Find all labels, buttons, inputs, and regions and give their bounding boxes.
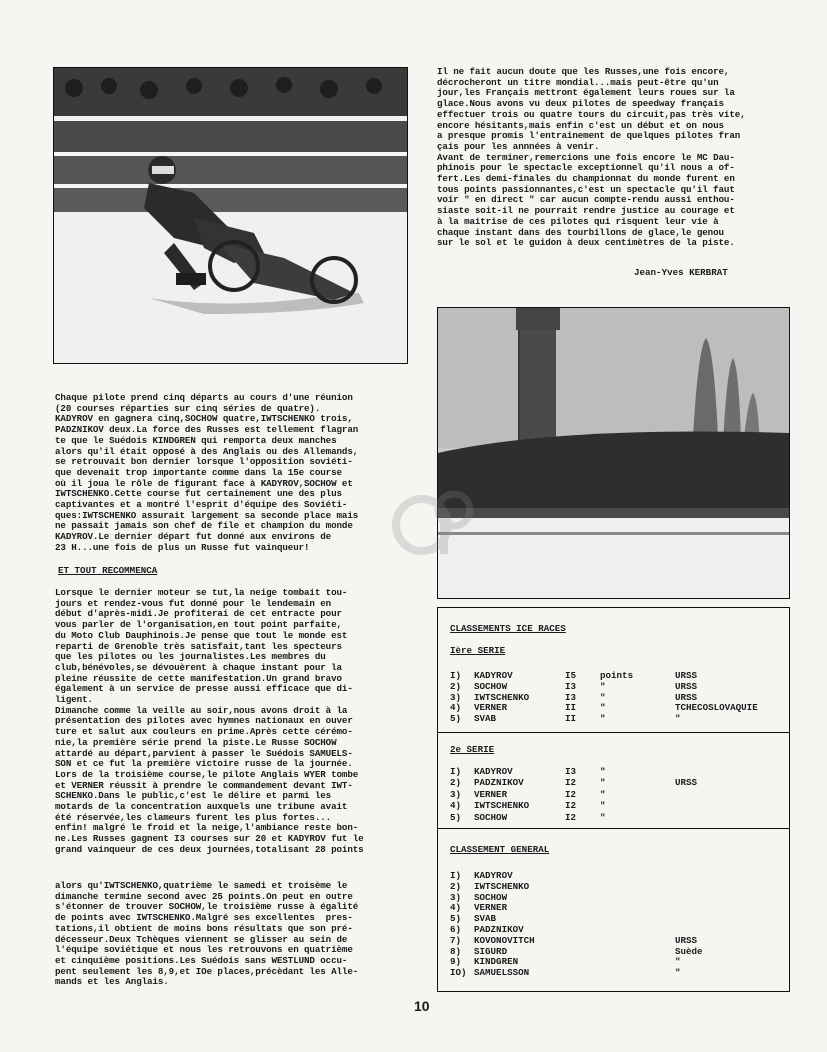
cell-rank: I) [450, 670, 462, 681]
text-line: s'étonner de trouver SOCHOW,le troisième russe à égalité [55, 901, 359, 913]
text-line: début d'après-midi.Je profiterai de cet entracte pour [55, 608, 342, 620]
general-label: CLASSEMENT GENERAL [450, 844, 550, 855]
text-line: alors qu'il était opposé à des Anglais ou des Allemands, [55, 445, 359, 457]
cell-unit: " [600, 680, 606, 692]
cell-rank: 2) [450, 777, 462, 789]
text-line: effectuer trois ou quatre tours du circuit,pas très vite, [437, 108, 746, 120]
cell-country: URSS [675, 691, 698, 703]
text-line: nie,la première série prend la piste.Le Russe SOCHOW [55, 736, 337, 748]
cell-name: PADZNIKOV [474, 777, 524, 789]
text-line: et VERNER réussit à prendre le commandement devant IWT- [55, 779, 353, 791]
standings-box [437, 607, 790, 992]
serie2-label: 2e SERIE [450, 744, 495, 755]
cell-country: TCHECOSLOVAQUIE [675, 702, 758, 714]
text-line: que les pilotes ou les journalistes.Les membres du [55, 651, 326, 663]
text-line: çais pour les annnées à venir. [437, 140, 600, 152]
text-line: siaste soit-il ne pourrait rendre justice au courage et [437, 205, 735, 217]
cell-unit: " [600, 713, 606, 725]
cell-rank: 7) [450, 934, 462, 946]
serie1-label: Ière SERIE [450, 645, 506, 656]
cell-country: " [675, 967, 681, 979]
cell-name: PADZNIKOV [474, 924, 524, 935]
text-line: se retrouvait bon dernier lorsque l'opposition soviéti- [55, 456, 353, 468]
text-line: KADYROV.Le dernier départ fut donné aux environs de [55, 531, 332, 543]
cell-country: " [675, 713, 681, 725]
text-line: (20 courses réparties sur cinq séries de quatre). [55, 402, 321, 414]
author-signature: Jean-Yves KERBRAT [634, 267, 728, 278]
text-line: chaque instant dans des tourbillons de glace,le genou [437, 226, 724, 238]
cell-unit: " [600, 777, 606, 789]
text-line: club,bénévoles,se dévouèrent à chaque instant pour la [55, 661, 342, 673]
cell-points: I2 [565, 788, 577, 800]
cell-unit: " [600, 702, 606, 714]
cell-points: I3 [565, 766, 577, 777]
text-line: où il joua le rôle de figurant face à KADYROV,SOCHOW et [55, 477, 353, 489]
cell-unit: " [600, 691, 606, 703]
cell-rank: IO) [450, 967, 467, 979]
cell-rank: 5) [450, 913, 462, 925]
text-line: grand vainqueur de ces deux journées,totalisant 28 points [55, 843, 364, 855]
cell-rank: 3) [450, 891, 462, 903]
text-line: vous parler de l'organisation,en tout point parfaite, [55, 619, 342, 631]
text-line: IWTSCHENKO.Cette course fut certainement une des plus [55, 488, 342, 500]
cell-country: URSS [675, 777, 698, 789]
cell-name: SIGURD [474, 945, 508, 957]
text-line: été réservée,les clameurs furent les plus fortes... [55, 811, 332, 823]
text-line: enfin! malgré le froid et la neige,l'ambiance reste bon- [55, 822, 359, 834]
cell-points: II [565, 713, 577, 725]
right-column-text [437, 67, 746, 249]
body-continued-paragraph [55, 881, 358, 988]
cell-name: SOCHOW [474, 811, 508, 823]
cell-rank: 8) [450, 945, 462, 957]
text-line: également à un service de presse aussi efficace que di- [55, 683, 353, 695]
text-line: reparti de Grenoble très satisfait,tant les specteurs [55, 640, 342, 652]
standings-title: CLASSEMENTS ICE RACES [450, 623, 566, 634]
cell-points: I3 [565, 691, 577, 703]
text-line: décesseur.Deux Tchèques viennent se glisser au sein de [55, 933, 348, 945]
cell-name: SVAB [474, 913, 497, 925]
text-line: fert.Les demi-finales du championnat du monde furent en [437, 173, 735, 185]
text-line: décrocheront un titre mondial...mais peut-être qu'un [437, 76, 719, 88]
cell-name: VERNER [474, 788, 508, 800]
cell-name: SOCHOW [474, 680, 508, 692]
text-line: ne passait jamais son chef de file et champion du monde [55, 520, 353, 532]
text-line: KADYROV en gagnera cinq,SOCHOW quatre,IWTSCHENKO trois, [55, 413, 353, 425]
text-line: PADZNIKOV deux.La force des Russes est tellement flagran [55, 424, 359, 436]
cell-name: SAMUELSSON [474, 967, 530, 979]
cell-rank: 4) [450, 800, 462, 812]
text-line: encore hésitants,mais enfin c'est un début et on nous [437, 119, 724, 131]
cell-country: URSS [675, 670, 698, 681]
cell-country: Suède [675, 945, 703, 957]
page-number: 10 [414, 998, 430, 1014]
cell-unit: " [600, 800, 606, 812]
text-line: pleine réussite de cette manifestation.Un grand bravo [55, 672, 342, 684]
text-line: SON et ce fut la première victoire russe de la journée. [55, 758, 353, 770]
cell-rank: 6) [450, 924, 462, 935]
text-line: sur le sol et le guidon à deux centimètres de la piste. [437, 237, 735, 249]
cell-points: I2 [565, 811, 577, 823]
section-heading: ET TOUT RECOMMENCA [58, 565, 158, 576]
cell-points: I3 [565, 680, 577, 692]
divider [438, 828, 789, 829]
text-line: présentation des pilotes avec hymnes nationaux en ouver [55, 715, 353, 727]
cell-rank: 2) [450, 680, 462, 692]
cell-unit: " [600, 788, 606, 800]
cell-name: SVAB [474, 713, 497, 725]
text-line: phinois pour le spectacle exceptionnel qu'il nous a of- [437, 162, 735, 174]
divider [438, 732, 789, 733]
cell-name: KINDGREN [474, 956, 519, 968]
cell-rank: 9) [450, 956, 462, 968]
text-line: pent seulement les 8,9,et IOe places,précèdant les Alle- [55, 965, 359, 977]
text-line: dimanche termine second avec 25 points.On peut en outre [55, 890, 353, 902]
cell-name: IWTSCHENKO [474, 800, 530, 812]
text-line: tations,il obtient de moins bons résultats que son pré- [55, 922, 353, 934]
text-line: te que le Suédois KINDGREN qui remporta deux manches [55, 434, 337, 446]
text-line: a presque promis l'entrainement de quelques pilotes fran [437, 130, 741, 142]
text-line: attardé au départ,parvient à passer le Suédois SAMUELS- [55, 747, 353, 759]
body-paragraph [55, 588, 364, 856]
cell-name: KADYROV [474, 870, 513, 881]
cell-rank: 5) [450, 811, 462, 823]
cell-points: I5 [565, 670, 577, 681]
cell-country: URSS [675, 934, 698, 946]
cell-name: KADYROV [474, 670, 513, 681]
text-line: Lors de la troisième course,le pilote Anglais WYER tombe [55, 768, 359, 780]
text-line: à la maitrise de ces pilotes qui risquent leur vie à [437, 215, 719, 227]
cell-rank: I) [450, 766, 462, 777]
text-line: glace.Nous avons vu deux pilotes de speedway français [437, 98, 724, 110]
cell-unit: " [600, 811, 606, 823]
cell-country: URSS [675, 680, 698, 692]
cell-points: I2 [565, 800, 577, 812]
cell-name: KADYROV [474, 766, 513, 777]
cell-rank: I) [450, 870, 462, 881]
cell-name: SOCHOW [474, 891, 508, 903]
cell-points: II [565, 702, 577, 714]
text-line: voir " en direct " car aucun compte-rendu aussi enthou- [437, 194, 735, 206]
text-line: Chaque pilote prend cinq départs au cours d'une réunion [55, 392, 353, 403]
text-line: 23 H...une fois de plus un Russe fut vainqueur! [55, 541, 310, 553]
text-line: tous points passionnantes,c'est un spectacle qu'il faut [437, 183, 735, 195]
cell-rank: 5) [450, 713, 462, 725]
text-line: motards de la concentration auxquels une tribune avait [55, 801, 348, 813]
text-line: jours et rendez-vous fut donné pour le lendemain en [55, 597, 332, 609]
cell-rank: 4) [450, 702, 462, 714]
cell-points: I2 [565, 777, 577, 789]
cell-name: VERNER [474, 702, 508, 714]
text-line: que devenait trop importante comme dans la 15e course [55, 466, 342, 478]
intro-paragraph [55, 393, 358, 554]
cell-country: " [675, 956, 681, 968]
cell-name: IWTSCHENKO [474, 691, 530, 703]
text-line: Dimanche comme la veille au soir,nous avons droit à la [55, 704, 348, 716]
text-line: l'équipe soviétique et nous les retrouvons en quatrième [55, 944, 353, 956]
text-line: ne.Les Russes gagnent I3 courses sur 20 et KADYROV fut le [55, 833, 364, 845]
cell-rank: 2) [450, 880, 462, 892]
text-line: ligent. [55, 694, 93, 706]
text-line: ques:IWTSCHENKO assurait largement sa seconde place mais [55, 509, 359, 521]
cell-name: KOVONOVITCH [474, 934, 535, 946]
photo-stadium-tower [437, 307, 790, 599]
cell-name: VERNER [474, 902, 508, 914]
text-line: Avant de terminer,remercions une fois encore le MC Dau- [437, 151, 735, 163]
text-line: de points avec IWTSCHENKO.Malgré ses excellentes pres- [55, 912, 353, 924]
text-line: Lorsque le dernier moteur se tut,la neige tombait tou- [55, 587, 348, 598]
text-line: du Moto Club Dauphinois.Je pense que tout le monde est [55, 629, 348, 641]
text-line: mands et les Anglais. [55, 976, 169, 988]
cell-rank: 3) [450, 788, 462, 800]
cell-name: IWTSCHENKO [474, 880, 530, 892]
text-line: captivantes et a montré l'esprit d'équipe des Soviéti- [55, 499, 348, 511]
cell-rank: 3) [450, 691, 462, 703]
text-line: ture et salut aux couleurs en prime.Après cette cérémo- [55, 726, 353, 738]
cell-unit: points [600, 670, 634, 681]
watermark-logo [382, 480, 482, 570]
text-line: alors qu'IWTSCHENKO,quatrième le samedi et troisème le [55, 880, 348, 891]
text-line: SCHENKO.Dans le public,c'est le délire et parmi les [55, 790, 332, 802]
text-line: et cinquième positions.Les Suédois sans WESTLUND occu- [55, 954, 348, 966]
cell-rank: 4) [450, 902, 462, 914]
text-line: jour,les Français mettront également leurs roues sur la [437, 87, 735, 99]
cell-unit: " [600, 766, 606, 777]
text-line: Il ne fait aucun doute que les Russes,une fois encore, [437, 66, 730, 77]
photo-ice-racer [53, 67, 408, 364]
